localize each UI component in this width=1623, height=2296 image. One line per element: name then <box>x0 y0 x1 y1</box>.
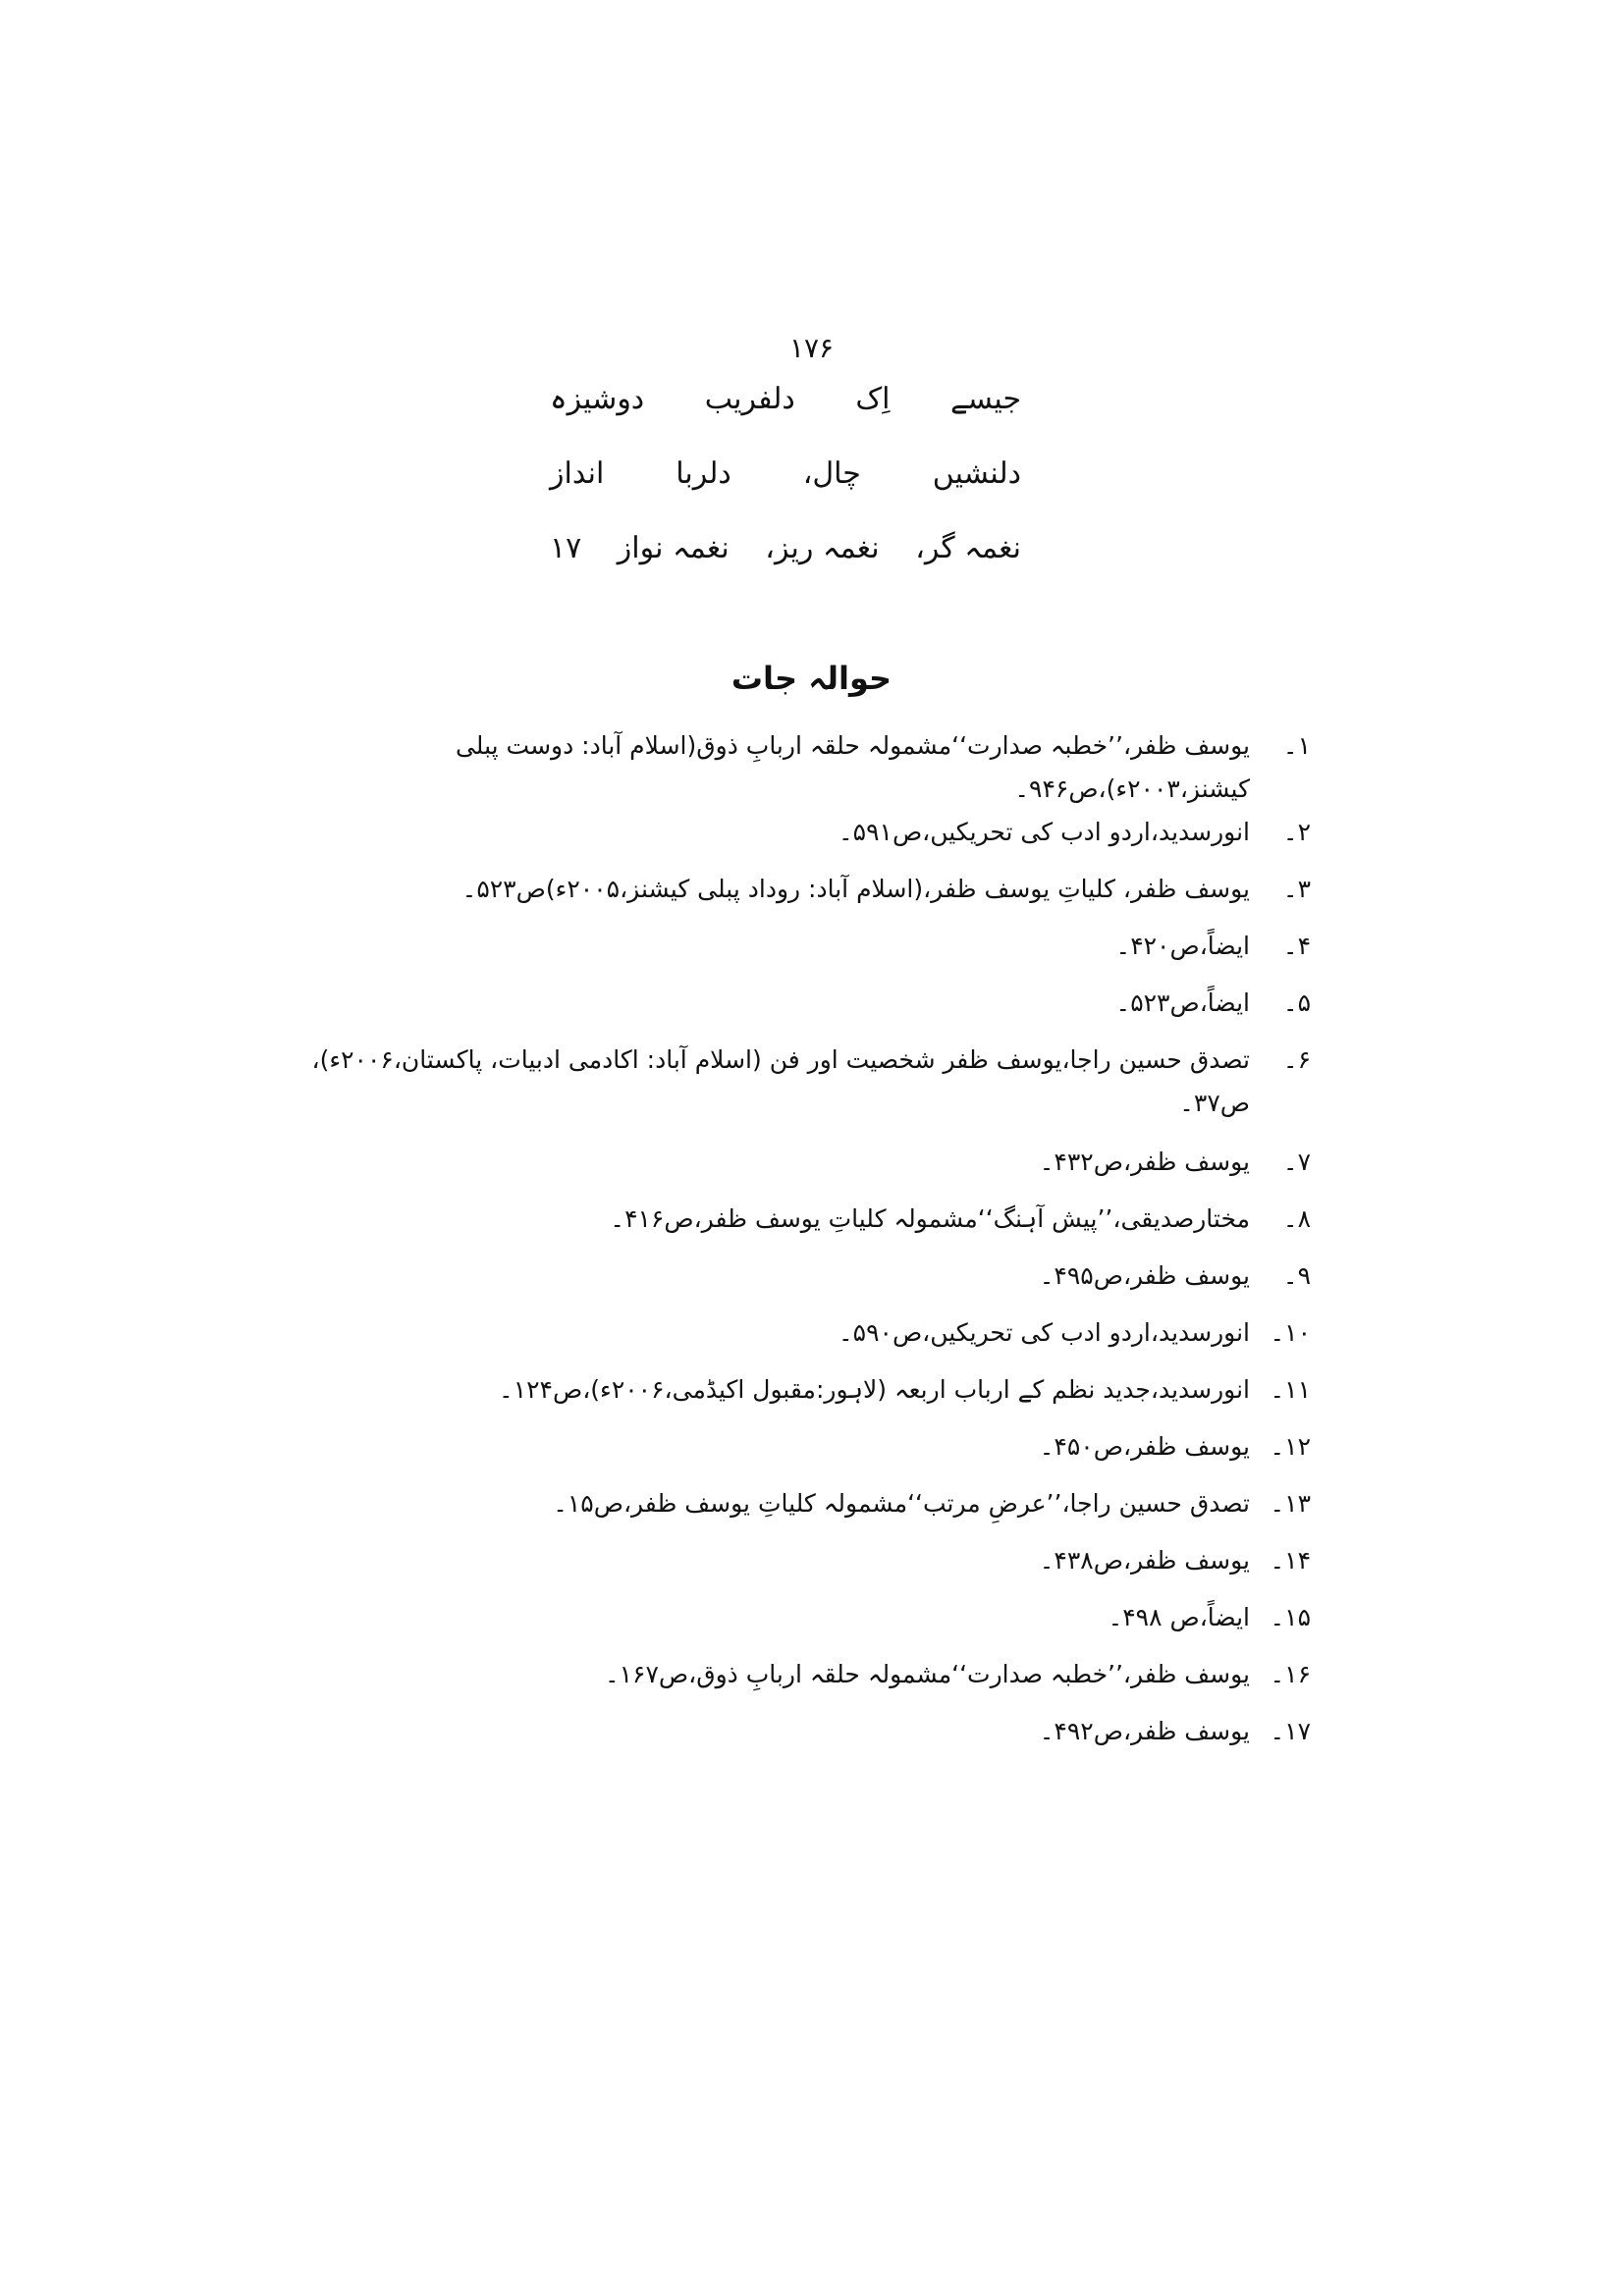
reference-item <box>309 811 1311 868</box>
reference-text: یوسف ظفر، کلیاتِ یوسف ظفر،(اسلام آباد: روداد پبلی کیشنز،۲۰۰۵ء)ص۵۲۳۔ <box>461 875 1250 903</box>
reference-text: مختارصدیقی،’’پیش آہنگ‘‘مشمولہ کلیاتِ یوسف ظفر،ص۴۱۶۔ <box>610 1204 1250 1233</box>
reference-text: انورسدید،اردو ادب کی تحریکیں،ص۵۹۰۔ <box>838 1318 1250 1347</box>
reference-number: ۸۔ <box>1282 1204 1311 1233</box>
reference-item <box>309 1198 1311 1255</box>
reference-number: ۱۳۔ <box>1270 1489 1311 1518</box>
reference-number: ۶۔ <box>1282 1045 1311 1074</box>
poem-word: نغمہ ریز، <box>765 531 880 565</box>
reference-item <box>309 1255 1311 1311</box>
poem-word: دلفریب <box>704 382 795 416</box>
reference-number: ۱۰۔ <box>1270 1318 1311 1347</box>
poem-line <box>550 522 1021 575</box>
poem-word: چال، <box>802 456 861 491</box>
reference-item <box>309 1596 1311 1653</box>
reference-number: ۲۔ <box>1282 818 1311 846</box>
poem <box>550 373 1021 597</box>
poem-line <box>550 373 1021 426</box>
reference-item <box>309 1425 1311 1482</box>
reference-text: یوسف ظفر،ص۴۵۰۔ <box>1039 1432 1250 1461</box>
reference-text: یوسف ظفر،ص۴۳۲۔ <box>1039 1148 1250 1176</box>
reference-item <box>309 982 1311 1039</box>
poem-word: نغمہ نواز <box>617 531 730 565</box>
reference-item <box>309 925 1311 982</box>
reference-number: ۳۔ <box>1282 875 1311 903</box>
reference-item <box>309 1141 1311 1198</box>
reference-number: ۱۔ <box>1282 731 1311 760</box>
poem-word: دوشیزہ <box>550 382 645 416</box>
reference-number: ۱۵۔ <box>1270 1603 1311 1631</box>
poem-line <box>550 448 1021 501</box>
poem-word: دلربا <box>676 456 731 491</box>
reference-number: ۱۲۔ <box>1270 1432 1311 1461</box>
reference-item <box>309 724 1311 811</box>
reference-item <box>309 1710 1311 1767</box>
poem-word: جیسے <box>950 382 1021 416</box>
reference-text: یوسف ظفر،ص۴۳۸۔ <box>1039 1546 1250 1575</box>
reference-number: ۱۷۔ <box>1270 1717 1311 1745</box>
reference-item <box>309 1482 1311 1539</box>
poem-word: دلنشیں <box>932 456 1021 491</box>
reference-text: یوسف ظفر،’’خطبہ صدارت‘‘مشمولہ حلقہ اربابِ ذوق،ص۱۶۷۔ <box>604 1660 1250 1688</box>
poem-footnote-marker: ۱۷ <box>550 531 582 565</box>
reference-item <box>309 1539 1311 1596</box>
reference-text: انورسدید،اردو ادب کی تحریکیں،ص۵۹۱۔ <box>838 818 1250 846</box>
reference-text: تصدق حسین راجا،’’عرضِ مرتب‘‘مشمولہ کلیاتِ یوسف ظفر،ص۱۵۔ <box>553 1489 1250 1518</box>
reference-item <box>309 868 1311 925</box>
reference-item <box>309 1368 1311 1425</box>
page-number: ۱۷۶ <box>788 332 835 364</box>
references-heading: حوالہ جات <box>730 660 893 697</box>
reference-text: یوسف ظفر،’’خطبہ صدارت‘‘مشمولہ حلقہ اربابِ ذوق(اسلام آباد: دوست پبلی کیشنز،۲۰۰۳ء)،ص۹۴۶۔ <box>455 731 1250 803</box>
reference-text: انورسدید،جدید نظم کے ارباب اربعہ (لاہور:مقبول اکیڈمی،۲۰۰۶ء)،ص۱۲۴۔ <box>499 1375 1250 1404</box>
poem-word: نغمہ گر، <box>915 531 1021 565</box>
reference-item <box>309 1653 1311 1710</box>
references-list <box>309 724 1311 1767</box>
reference-text: ایضاً،ص۵۲۳۔ <box>1115 988 1250 1017</box>
reference-number: ۷۔ <box>1282 1148 1311 1176</box>
reference-number: ۱۱۔ <box>1270 1375 1311 1404</box>
reference-number: ۱۶۔ <box>1270 1660 1311 1688</box>
reference-text: یوسف ظفر،ص۴۹۲۔ <box>1039 1717 1250 1745</box>
reference-number: ۹۔ <box>1282 1261 1311 1290</box>
reference-text: تصدق حسین راجا،یوسف ظفر شخصیت اور فن (اسلام آباد: اکادمی ادبیات، پاکستان،۲۰۰۶ء)، ص۳۷۔ <box>311 1045 1250 1117</box>
reference-text: ایضاً،ص۴۲۰۔ <box>1115 932 1250 960</box>
reference-text: ایضاً،ص ۴۹۸۔ <box>1108 1603 1250 1631</box>
reference-number: ۵۔ <box>1282 988 1311 1017</box>
reference-number: ۴۔ <box>1282 932 1311 960</box>
poem-word: انداز <box>550 456 605 491</box>
reference-text: یوسف ظفر،ص۴۹۵۔ <box>1039 1261 1250 1290</box>
reference-item <box>309 1311 1311 1368</box>
poem-word: اِک <box>855 382 891 416</box>
reference-number: ۱۴۔ <box>1270 1546 1311 1575</box>
reference-item <box>309 1039 1311 1141</box>
